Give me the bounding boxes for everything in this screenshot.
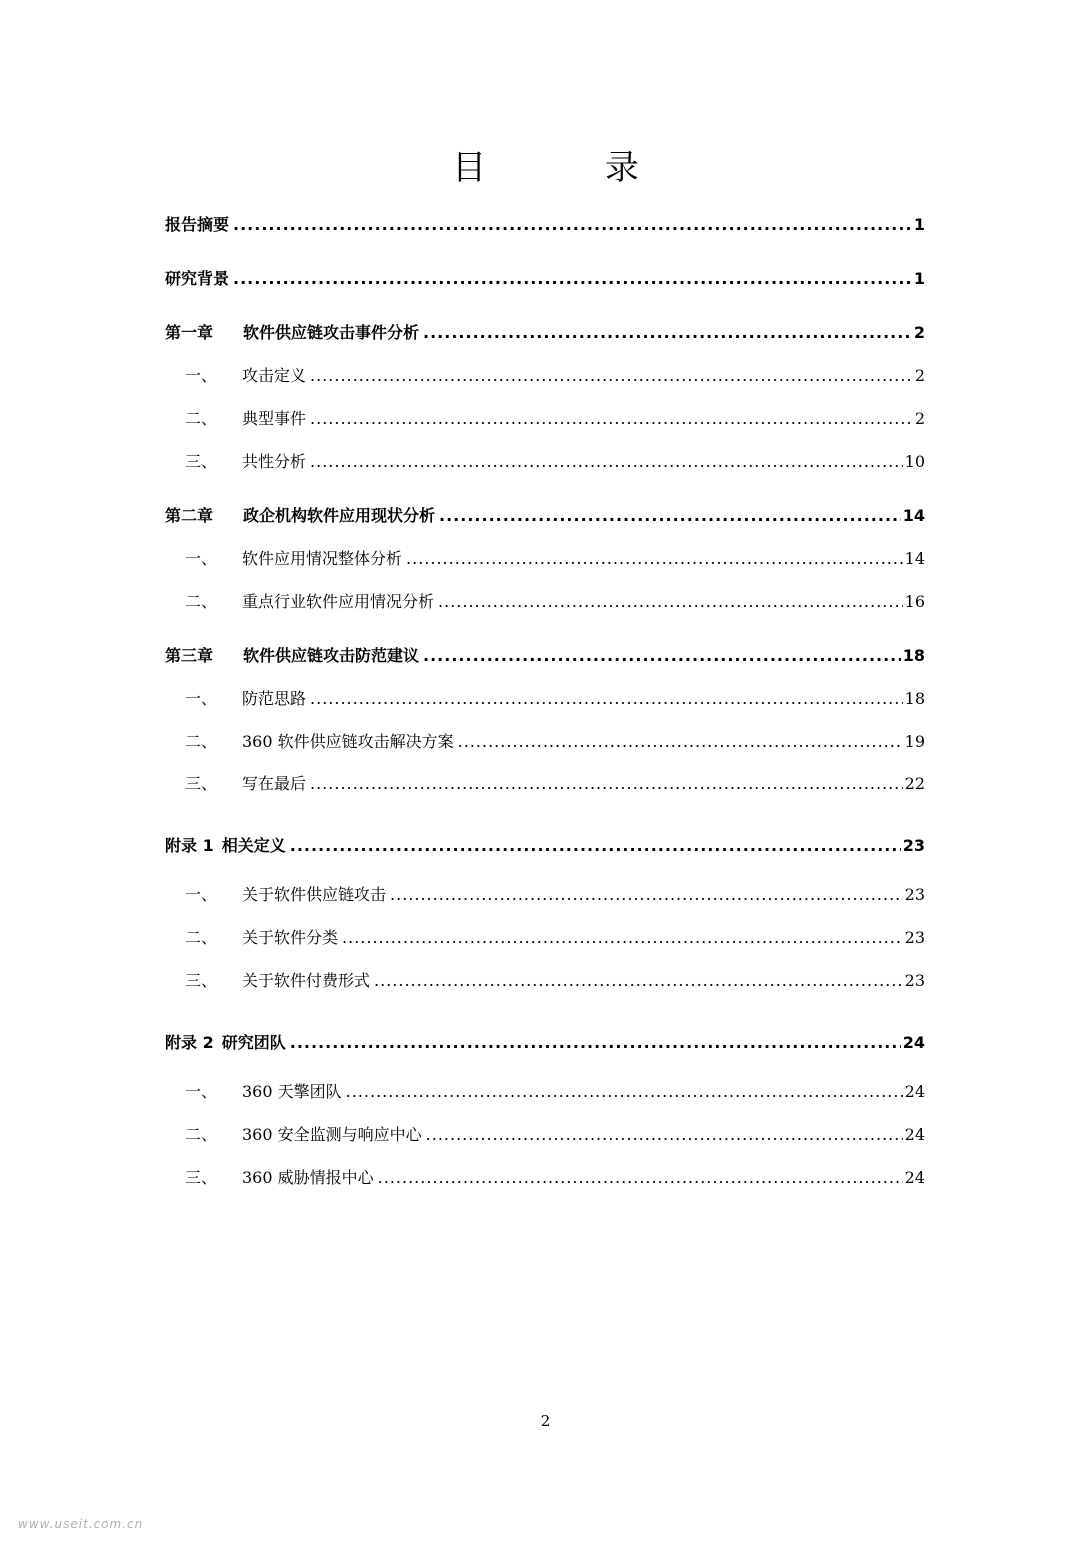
toc-entry[interactable] [165,268,925,290]
toc-section[interactable] [165,884,925,906]
toc-section[interactable] [165,408,925,430]
toc-leader-dots [233,214,912,236]
toc-entry-number: 附录 1 [165,836,214,855]
toc-entry-number: 一、 [185,1082,218,1101]
toc-leader-dots [406,548,903,570]
toc-section[interactable] [165,773,925,795]
toc-entry-number: 三、 [185,971,218,990]
toc-entry-page: 23 [904,885,925,904]
toc-entry-page: 24 [904,1082,925,1101]
toc-chapter[interactable] [165,322,925,344]
toc-leader-dots [438,591,903,613]
toc-entry-text: 研究背景 [165,269,230,288]
toc-entry-page: 23 [904,971,925,990]
toc-entry-text: 软件供应链攻击事件分析 [243,323,420,342]
toc-entry-page: 1 [913,269,925,288]
toc-entry-page: 22 [904,774,925,793]
toc-section[interactable] [165,970,925,992]
toc-entry-number: 二、 [185,1125,218,1144]
toc-entry-number: 二、 [185,592,218,611]
toc-entry-page: 1 [913,215,925,234]
toc-leader-dots [423,322,912,344]
toc-chapter[interactable] [165,505,925,527]
toc-section[interactable] [165,451,925,473]
toc-entry-page: 24 [904,1168,925,1187]
toc-section[interactable] [165,1124,925,1146]
toc-entry-number: 一、 [185,549,218,568]
toc-entry-text: 共性分析 [242,452,307,471]
toc-leader-dots [346,1081,903,1103]
toc-entry-text: 关于软件分类 [242,928,339,947]
toc-entry-text: 关于软件供应链攻击 [242,885,387,904]
toc-entry-number: 一、 [185,689,218,708]
toc-entry-page: 10 [904,452,925,471]
toc-entry-text: 写在最后 [242,774,307,793]
toc-entry-page: 16 [904,592,925,611]
toc-entry-text: 软件供应链攻击防范建议 [243,646,420,665]
toc-entry-text: 360 安全监测与响应中心 [242,1125,422,1144]
toc-section[interactable] [165,688,925,710]
toc-entry-number: 第三章 [165,646,214,665]
toc-section[interactable] [165,731,925,753]
toc-entry-number: 二、 [185,409,218,428]
toc-section[interactable] [165,927,925,949]
toc-leader-dots [310,365,913,387]
toc-entry-number: 一、 [185,366,218,385]
toc-entry-number: 三、 [185,774,218,793]
page-title: 目 录 [452,148,693,188]
watermark: www.useit.com.cn [18,1517,144,1531]
toc-entry-page: 14 [904,549,925,568]
toc-entry-text: 相关定义 [221,836,286,855]
toc-section[interactable] [165,1081,925,1103]
toc-entry-number: 二、 [185,732,218,751]
toc-leader-dots [342,927,903,949]
toc-entry-number: 二、 [185,928,218,947]
toc-entry-text: 研究团队 [221,1033,286,1052]
toc-section[interactable] [165,548,925,570]
toc-entry-text: 典型事件 [242,409,307,428]
toc-section[interactable] [165,1167,925,1189]
toc-entry-page: 23 [902,836,925,855]
toc-leader-dots [290,835,901,857]
toc-entry-number: 三、 [185,452,218,471]
toc-entry-text: 软件应用情况整体分析 [242,549,403,568]
toc-entry-text: 360 天擎团队 [242,1082,342,1101]
toc-entry-text: 报告摘要 [165,215,230,234]
toc-entry-text: 攻击定义 [242,366,307,385]
toc-leader-dots [390,884,903,906]
toc-entry-page: 14 [902,506,925,525]
toc-entry-text: 政企机构软件应用现状分析 [243,506,436,525]
toc-appendix[interactable] [165,1032,925,1054]
toc-leader-dots [310,408,913,430]
toc-leader-dots [374,970,903,992]
toc-entry-text: 360 威胁情报中心 [242,1168,374,1187]
toc-entry-page: 24 [904,1125,925,1144]
toc-leader-dots [378,1167,903,1189]
toc-entry-number: 附录 2 [165,1033,214,1052]
toc-entry-page: 2 [914,366,925,385]
toc-entry-page: 18 [904,689,925,708]
toc-entry-page: 24 [902,1033,925,1052]
page-number: 2 [540,1412,551,1430]
toc-leader-dots [439,505,901,527]
toc-section[interactable] [165,365,925,387]
toc-leader-dots [310,451,903,473]
toc-entry-number: 第一章 [165,323,214,342]
toc-leader-dots [233,268,912,290]
toc-entry-text: 重点行业软件应用情况分析 [242,592,435,611]
toc-section[interactable] [165,591,925,613]
toc-entry-text: 防范思路 [242,689,307,708]
toc-entry-number: 第二章 [165,506,214,525]
toc-entry-page: 19 [904,732,925,751]
toc-appendix[interactable] [165,835,925,857]
toc-entry-number: 一、 [185,885,218,904]
toc-entry-number: 三、 [185,1168,218,1187]
toc-leader-dots [310,773,903,795]
toc-entry-page: 23 [904,928,925,947]
toc-leader-dots [290,1032,901,1054]
toc-leader-dots [458,731,903,753]
toc-leader-dots [426,1124,903,1146]
toc-entry-page: 18 [902,646,925,665]
toc-leader-dots [423,645,901,667]
toc-entry-page: 2 [913,323,925,342]
toc-chapter[interactable] [165,645,925,667]
toc-entry-text: 关于软件付费形式 [242,971,371,990]
toc-entry-page: 2 [914,409,925,428]
toc-entry[interactable] [165,214,925,236]
toc-leader-dots [310,688,903,710]
toc-entry-text: 360 软件供应链攻击解决方案 [242,732,454,751]
